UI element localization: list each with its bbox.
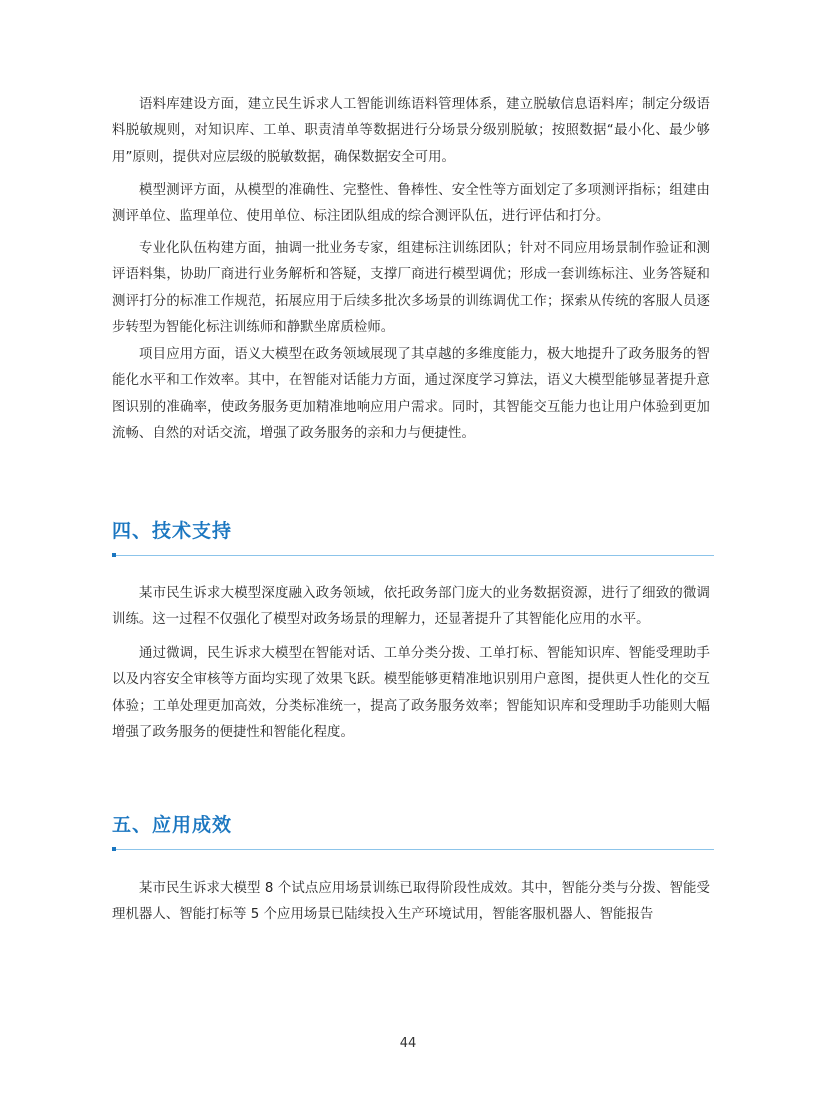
paragraph-fine-tuning-effects: 通过微调，民生诉求大模型在智能对话、工单分类分拨、工单打标、智能知识库、智能受理助手以及内容安全审核等方面均实现了效果飞跃。模型能够更精准地识别用户意图，提供更人性化的交互体验；工单处理更加高效，分类标准统一，提高了政务服务效率；智能知识库和受理助手功能则大幅增强了政务服务的便捷性和智能化程度。 [112,646,710,741]
paragraph-team-building: 专业化队伍构建方面，抽调一批业务专家，组建标注训练团队；针对不同应用场景制作验证和测评语料集，协助厂商进行业务解析和答疑，支撑厂商进行模型调优；形成一套训练标注、业务答疑和测评打分的标准工作规范，拓展应用于后续多批次多场景的训练调优工作；探索从传统的客服人员逐步转型为智能化标注训练师和静默坐席质检师。 [112,241,710,336]
section-title: 五、应用成效 [112,814,233,836]
paragraph-project-application: 项目应用方面，语义大模型在政务领域展现了其卓越的多维度能力，极大地提升了政务服务的智能化水平和工作效率。其中，在智能对话能力方面，通过深度学习算法，语义大模型能够显著提升意图识别的准确率，使政务服务更加精准地响应用户需求。同时，其智能交互能力也让用户体验到更加流畅、自然的对话交流，增强了政务服务的亲和力与便捷性。 [112,347,710,442]
paragraph-application-results: 某市民生诉求大模型 8 个试点应用场景训练已取得阶段性成效。其中，智能分类与分拨、智能受理机器人、智能打标等 5 个应用场景已陆续投入生产环境试用，智能客服机器人、智能报告 [112,881,710,923]
section-heading-application-results [112,813,714,850]
section-heading-tech-support [112,519,714,556]
paragraph-corpus-construction: 语料库建设方面，建立民生诉求人工智能训练语料管理体系，建立脱敏信息语料库；制定分级语料脱敏规则，对知识库、工单、职责清单等数据进行分场景分级别脱敏；按照数据“最小化、最少够用”原则，提供对应层级的脱敏数据，确保数据安全可用。 [112,97,710,165]
heading-marker [112,553,116,557]
heading-divider [112,555,714,556]
page-number: 44 [399,1036,417,1051]
heading-divider [112,849,714,850]
paragraph-model-evaluation: 模型测评方面，从模型的准确性、完整性、鲁棒性、安全性等方面划定了多项测评指标；组建由测评单位、监理单位、使用单位、标注团队组成的综合测评队伍，进行评估和打分。 [112,183,710,225]
section-title: 四、技术支持 [112,520,233,542]
paragraph-fine-tuning-intro: 某市民生诉求大模型深度融入政务领域，依托政务部门庞大的业务数据资源，进行了细致的微调训练。这一过程不仅强化了模型对政务场景的理解力，还显著提升了其智能化应用的水平。 [112,586,710,628]
heading-marker [112,847,116,851]
